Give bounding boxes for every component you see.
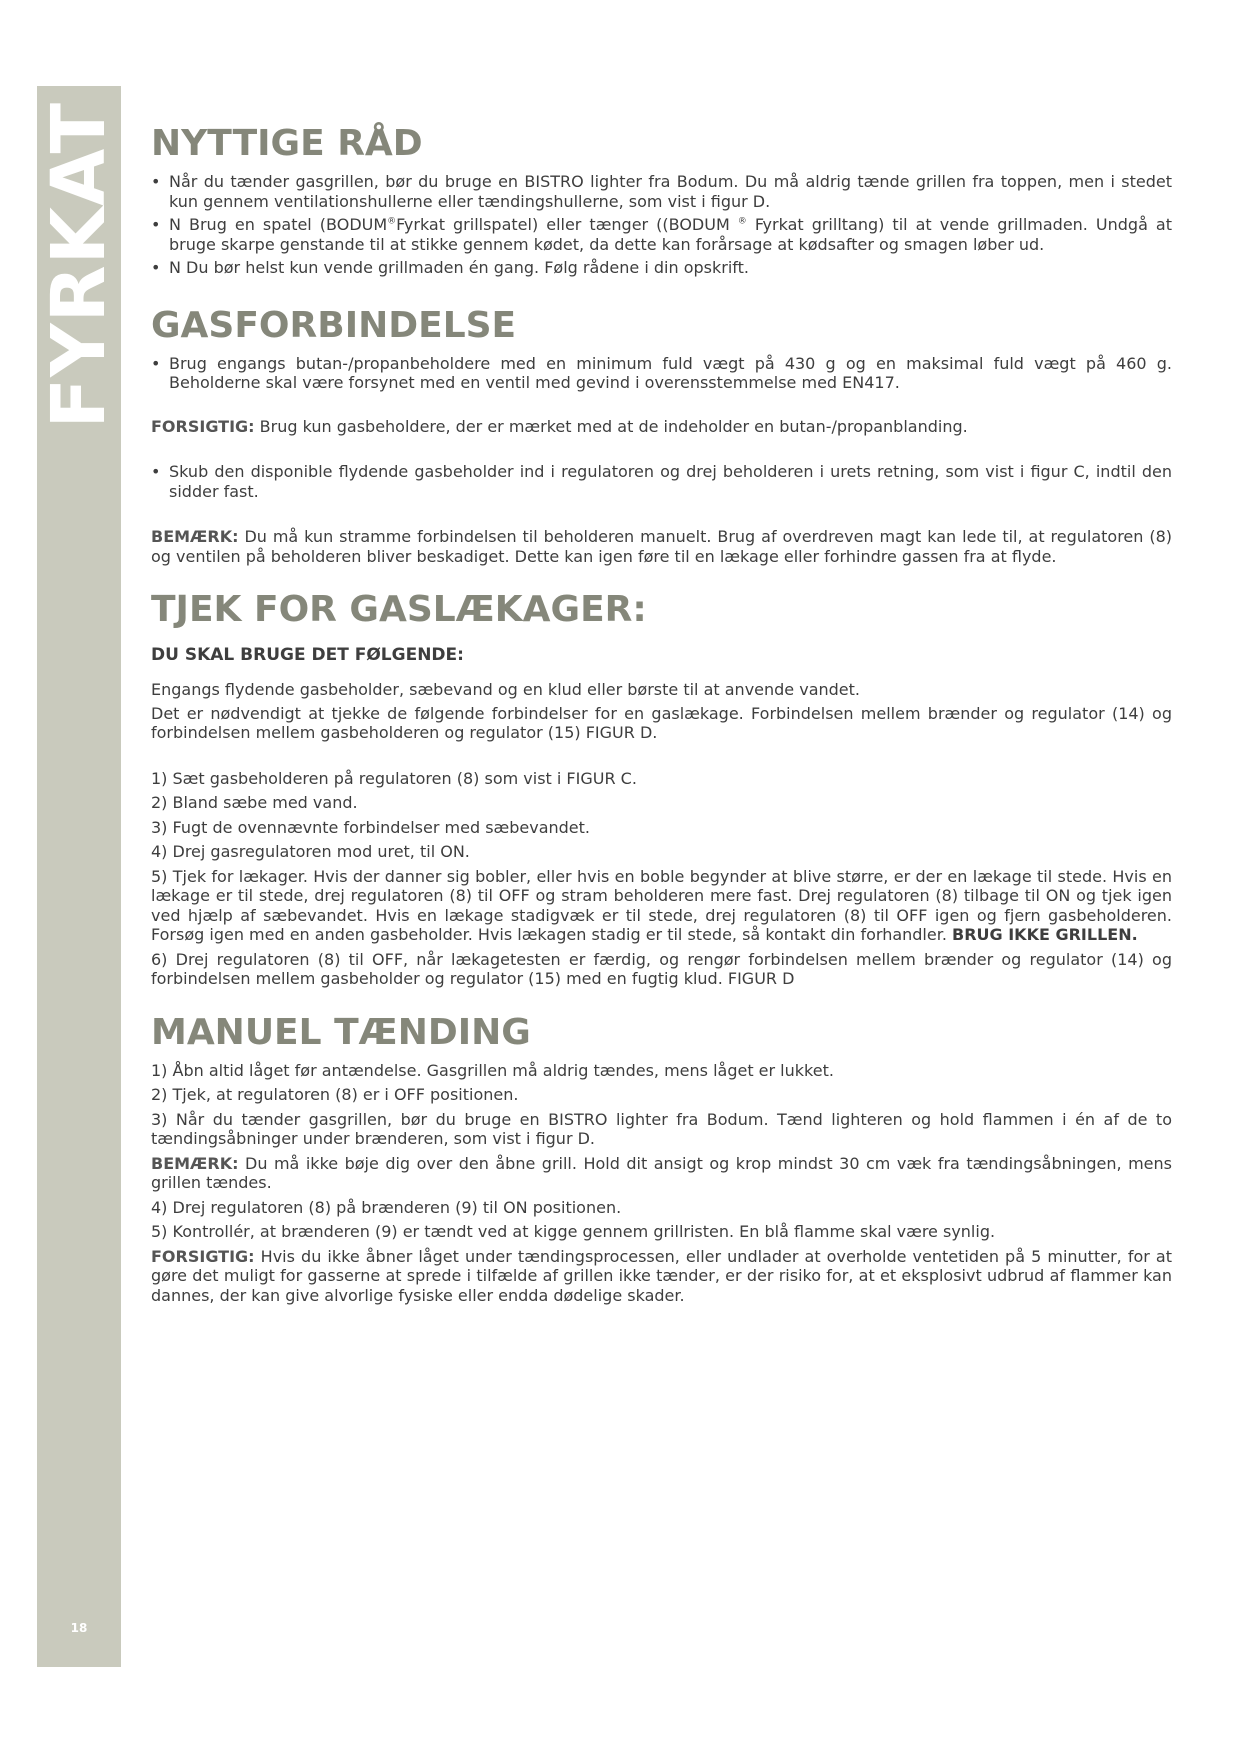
caution-label: FORSIGTIG:	[151, 1246, 255, 1266]
paragraph: Engangs flydende gasbeholder, sæbevand og en klud eller børste til at anvende vandet.	[151, 680, 860, 699]
page-content	[151, 122, 1172, 1310]
bullet-item	[151, 215, 1172, 254]
bullet-list	[151, 354, 1172, 393]
note-paragraph	[151, 527, 1172, 566]
bullet-item: • Når du tænder gasgrillen, bør du bruge en BISTRO lighter fra Bodum. Du må aldrig tænde grillen fra toppen, men i stedet kun gennem ventilationshullerne eller tændingshullerne, som vist i figur D.	[151, 172, 1172, 211]
caution-text: Brug kun gasbeholdere, der er mærket med at de indeholder en butan-/propanblanding.	[254, 416, 968, 436]
step-item: 3) Fugt de ovennævnte forbindelser med sæbevandet.	[151, 817, 591, 837]
step-text: 5) Tjek for lækager. Hvis der danner sig bobler, eller hvis en boble begynder at blive større, er der en lækage til stede. Hvis en lækage er til stede, drej regulatoren (8) til OFF og stram beholderen mere fast. Drej regulatoren (8) tilbage til ON og tjek igen ved hjælp af sæbevandet. Hvis en lækage stadigvæk er til stede, drej regulatoren (8) til OFF igen og fjern gasbeholderen. Forsøg igen med en anden gasbeholder. Hvis lækagen stadig er til stede, så kontakt din forhandler.	[151, 866, 1172, 944]
caution-label: FORSIGTIG:	[151, 416, 255, 436]
note-item	[151, 1154, 1172, 1193]
registered-mark: ®	[387, 216, 397, 227]
step-item: 1) Sæt gasbeholderen på regulatoren (8) som vist i FIGUR C.	[151, 768, 637, 788]
caution-text: Hvis du ikke åbner låget under tændingsprocessen, eller undlader at overholde ventetiden på 5 minutter, for at gøre det muligt for gasserne at sprede i tilfælde af grillen ikke tænder, er der risiko for, at et eksplosivt udbrud af flammer kan dannes, der kan give alvorlige fysiske eller endda dødelige skader.	[151, 1246, 1172, 1305]
section-title: TJEK FOR GASLÆKAGER:	[151, 589, 647, 630]
bullet-list	[151, 172, 1172, 278]
bullet-item: • Brug engangs butan-/propanbeholdere med en minimum fuld vægt på 430 g og en maksimal fuld vægt på 460 g. Beholderne skal være forsynet med en ventil med gevind i overensstemmelse med EN417.	[151, 354, 1172, 393]
bullet-text: Fyrkat grillspatel) eller tænger ((BODUM	[396, 215, 730, 234]
bullet-list	[151, 462, 1172, 501]
section-gas-connection	[151, 304, 1172, 567]
brand-vertical-title: FYRKAT	[36, 102, 122, 429]
note-label: BEMÆRK:	[151, 527, 239, 546]
step-item: 6) Drej regulatoren (8) til OFF, når lækagetesten er færdig, og rengør forbindelsen mellem brænder og regulator (14) og forbindelsen mellem gasbeholder og regulator (15) med en fugtig klud. FIGUR D	[151, 949, 1172, 988]
note-text: Du må ikke bøje dig over den åbne grill. Hold dit ansigt og krop mindst 30 cm væk fra tændingsåbningen, mens grillen tændes.	[151, 1153, 1172, 1192]
section-title: NYTTIGE RÅD	[151, 123, 423, 164]
caution-item	[151, 1247, 1172, 1306]
section-subtitle: DU SKAL BRUGE DET FØLGENDE:	[151, 645, 464, 665]
note-label: BEMÆRK:	[151, 1153, 239, 1173]
steps-list	[151, 1061, 1172, 1306]
registered-mark: ®	[737, 216, 747, 227]
step-item: 4) Drej regulatoren (8) på brænderen (9) til ON positionen.	[151, 1197, 622, 1217]
warning-emphasis: BRUG IKKE GRILLEN.	[952, 925, 1138, 944]
section-title: MANUEL TÆNDING	[151, 1011, 531, 1053]
steps-list	[151, 769, 1172, 989]
section-manual-ignition	[151, 1011, 1172, 1306]
step-item: 2) Tjek, at regulatoren (8) er i OFF positionen.	[151, 1085, 519, 1104]
step-item: 4) Drej gasregulatoren mod uret, til ON.	[151, 842, 470, 861]
step-item	[151, 867, 1172, 945]
bullet-text: Fyrkat grilltang) til at vende grillmaden. Undgå at bruge skarpe genstande til at stikke gennem kødet, da dette kan forårsage at kødsafter og smagen løber ud.	[169, 215, 1172, 254]
bullet-item: • N Du bør helst kun vende grillmaden én gang. Følg rådene i din opskrift.	[151, 258, 1172, 278]
section-title: GASFORBINDELSE	[151, 304, 517, 346]
caution-paragraph	[151, 417, 1172, 437]
section-useful-tips	[151, 122, 1172, 278]
step-item: 5) Kontrollér, at brænderen (9) er tændt ved at kigge gennem grillristen. En blå flamme skal være synlig.	[151, 1222, 996, 1241]
paragraph: Det er nødvendigt at tjekke de følgende forbindelser for en gaslækage. Forbindelsen mellem brænder og regulator (14) og forbindelsen mellem gasbeholderen og regulator (15) FIGUR D.	[151, 703, 1172, 742]
sidebar-band	[37, 86, 121, 1667]
note-text: Du må kun stramme forbindelsen til beholderen manuelt. Brug af overdreven magt kan lede til, at regulatoren (8) og ventilen på beholderen bliver beskadiget. Dette kan igen føre til en lækage eller forhindre gassen fra at flyde.	[151, 527, 1172, 566]
step-item: 2) Bland sæbe med vand.	[151, 793, 358, 812]
step-item: 1) Åbn altid låget før antændelse. Gasgrillen må aldrig tændes, mens låget er lukket.	[151, 1060, 834, 1080]
section-leak-check	[151, 588, 1172, 989]
page-number: 18	[70, 1621, 88, 1635]
bullet-item: • Skub den disponible flydende gasbeholder ind i regulatoren og drej beholderen i urets retning, som vist i figur C, indtil den sidder fast.	[151, 462, 1172, 501]
bullet-text: N Brug en spatel (BODUM	[169, 215, 388, 234]
step-item: 3) Når du tænder gasgrillen, bør du bruge en BISTRO lighter fra Bodum. Tænd lighteren og hold flammen i én af de to tændingsåbninger under brænderen, som vist i figur D.	[151, 1109, 1172, 1148]
